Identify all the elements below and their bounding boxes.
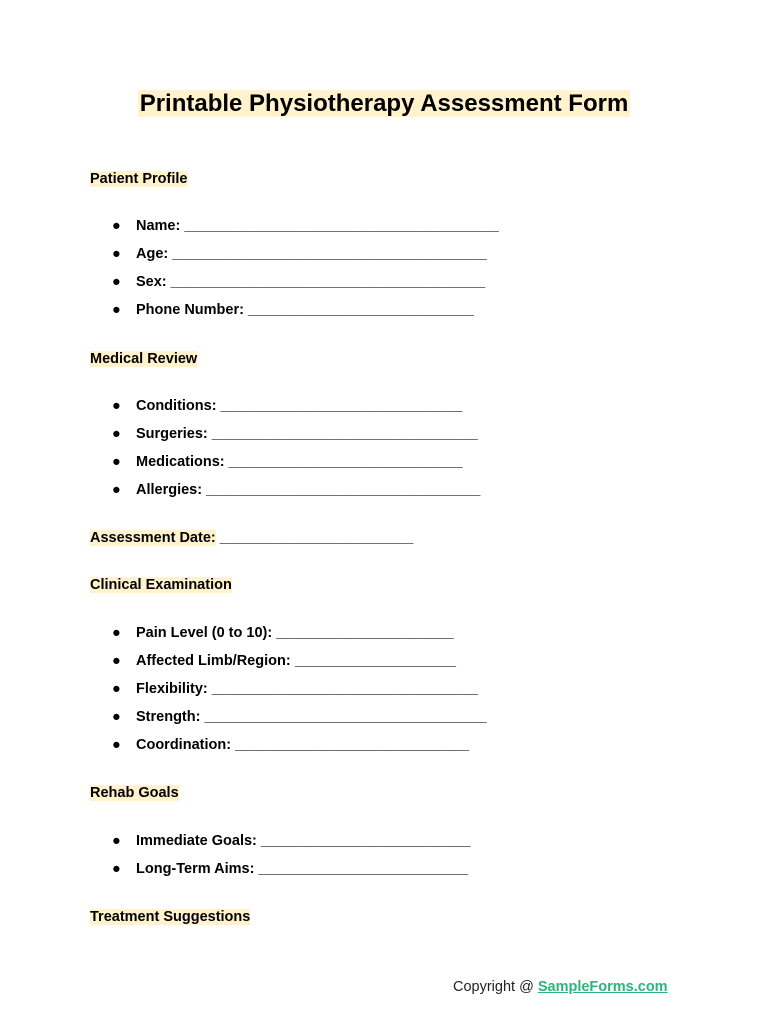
bullet-icon: ● <box>112 625 121 641</box>
form-title-text: Printable Physiotherapy Assessment Form <box>139 90 629 117</box>
clinical-examination-fields <box>112 624 487 764</box>
section-heading-treatment-suggestions: Treatment Suggestions <box>90 909 251 925</box>
patient-profile-fields <box>112 217 499 329</box>
bullet-icon: ● <box>112 833 121 849</box>
section-heading-patient-profile: Patient Profile <box>90 171 188 187</box>
section-heading-rehab-goals: Rehab Goals <box>90 785 179 801</box>
section-heading-clinical-examination: Clinical Examination <box>90 577 232 593</box>
bullet-icon: ● <box>112 274 121 290</box>
field-sex[interactable]: ● Sex: _______________________________________ <box>112 274 486 290</box>
field-allergies[interactable]: ● Allergies: __________________________________ <box>112 482 481 498</box>
bullet-icon: ● <box>112 861 121 877</box>
field-phone-number[interactable]: ● Phone Number: ____________________________ <box>112 302 474 318</box>
bullet-icon: ● <box>112 218 121 234</box>
assessment-date-field[interactable] <box>90 529 413 547</box>
field-pain-level[interactable]: ● Pain Level (0 to 10): ______________________ <box>112 625 454 641</box>
medical-review-fields <box>112 397 480 509</box>
field-strength[interactable]: ● Strength: ___________________________________ <box>112 709 487 725</box>
brand-link[interactable]: SampleForms.com <box>537 979 668 995</box>
field-long-term-aims[interactable]: ● Long-Term Aims: __________________________ <box>112 861 469 877</box>
bullet-icon: ● <box>112 398 121 414</box>
copyright-text: Copyright @ <box>453 979 538 995</box>
field-medications[interactable]: ● Medications: _____________________________ <box>112 454 463 470</box>
bullet-icon: ● <box>112 709 121 725</box>
bullet-icon: ● <box>112 737 121 753</box>
bullet-icon: ● <box>112 302 121 318</box>
field-name[interactable]: ● Name: _______________________________________ <box>112 218 499 234</box>
field-immediate-goals[interactable]: ● Immediate Goals: __________________________ <box>112 833 471 849</box>
bullet-icon: ● <box>112 246 121 262</box>
assessment-date-label: Assessment Date: <box>90 530 216 546</box>
bullet-icon: ● <box>112 681 121 697</box>
section-heading-medical-review: Medical Review <box>90 351 198 367</box>
form-title <box>0 89 768 119</box>
field-surgeries[interactable]: ● Surgeries: _________________________________ <box>112 426 478 442</box>
bullet-icon: ● <box>112 482 121 498</box>
bullet-icon: ● <box>112 454 121 470</box>
copyright-footer <box>453 978 668 996</box>
field-conditions[interactable]: ● Conditions: ______________________________ <box>112 398 463 414</box>
bullet-icon: ● <box>112 653 121 669</box>
rehab-goals-fields <box>112 832 471 888</box>
assessment-date-blank: ________________________ <box>219 530 414 546</box>
field-flexibility[interactable]: ● Flexibility: _________________________________ <box>112 681 478 697</box>
bullet-icon: ● <box>112 426 121 442</box>
field-coordination[interactable]: ● Coordination: _____________________________ <box>112 737 469 753</box>
field-age[interactable]: ● Age: _______________________________________ <box>112 246 487 262</box>
field-affected-limb-region[interactable]: ● Affected Limb/Region: ____________________ <box>112 653 456 669</box>
